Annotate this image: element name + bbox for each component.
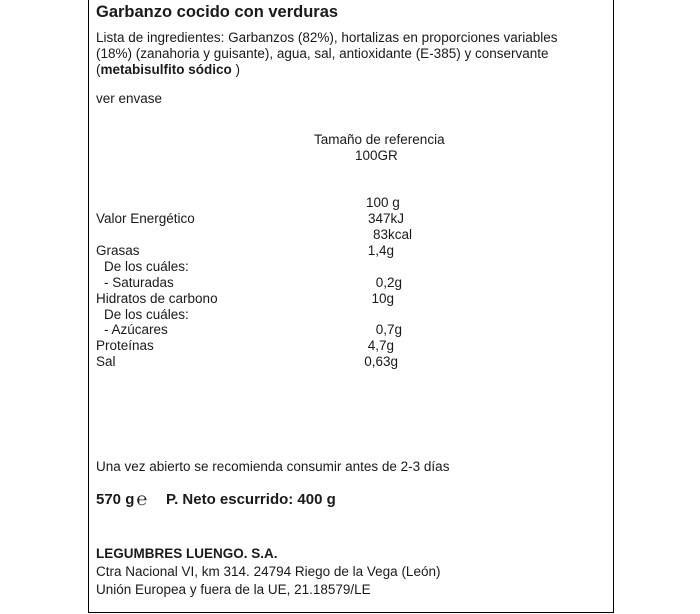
ingredients-list	[96, 30, 576, 78]
see-package-text: ver envase	[96, 91, 163, 106]
nutrition-value-salt: 0,63g	[364, 354, 398, 369]
nutrition-value-saturated: 0,2g	[375, 275, 402, 290]
nutrition-label-of-which-2: De los cuáles:	[104, 307, 189, 322]
reference-size-label: Tamaño de referencia	[314, 132, 445, 147]
drained-weight: P. Neto escurrido: 400 g	[166, 491, 336, 508]
company-registry: Unión Europea y fuera de la UE, 21.18579/LE	[96, 582, 371, 597]
ingredients-end: )	[231, 62, 241, 77]
nutrition-label-energy: Valor Energético	[96, 211, 195, 226]
reference-size-value: 100GR	[355, 148, 398, 163]
nutrition-label-saturated: - Saturadas	[104, 275, 174, 290]
nutrition-value-kcal: 83kcal	[372, 227, 412, 242]
nutrition-label-protein: Proteínas	[96, 338, 154, 353]
nutrition-label-salt: Sal	[96, 354, 116, 369]
nutrition-label-of-which: De los cuáles:	[104, 259, 189, 274]
nutrition-label-fat: Grasas	[96, 243, 140, 258]
e-mark-icon: ℮	[136, 489, 148, 509]
company-address: Ctra Nacional VI, km 314. 24794 Riego de la Vega (León)	[96, 564, 441, 579]
nutrition-value-carbs: 10g	[371, 291, 394, 306]
company-name: LEGUMBRES LUENGO. S.A.	[96, 546, 278, 561]
nutrition-value-kj: 347kJ	[367, 211, 404, 226]
nutrition-value-protein: 4,7g	[367, 338, 394, 353]
nutrition-value-sugars: 0,7g	[375, 322, 402, 337]
gross-weight	[96, 491, 147, 508]
storage-note: Una vez abierto se recomienda consumir antes de 2-3 días	[96, 459, 450, 474]
nutrition-column-header: 100 g	[366, 195, 400, 210]
ingredients-allergen: metabisulfito sódico	[100, 62, 232, 77]
ingredients-text: Lista de ingredientes: Garbanzos (82%), hortalizas en proporciones variables (18%) (zanahoria y guisante), agua, sal, antioxidante (E-385) y conservante (	[96, 30, 558, 77]
nutrition-value-fat: 1,4g	[367, 243, 394, 258]
nutrition-label-carbs: Hidratos de carbono	[96, 291, 218, 306]
gross-weight-value: 570 g	[96, 491, 135, 508]
product-title: Garbanzo cocido con verduras	[96, 3, 339, 21]
nutrition-label-sugars: - Azúcares	[104, 322, 168, 337]
